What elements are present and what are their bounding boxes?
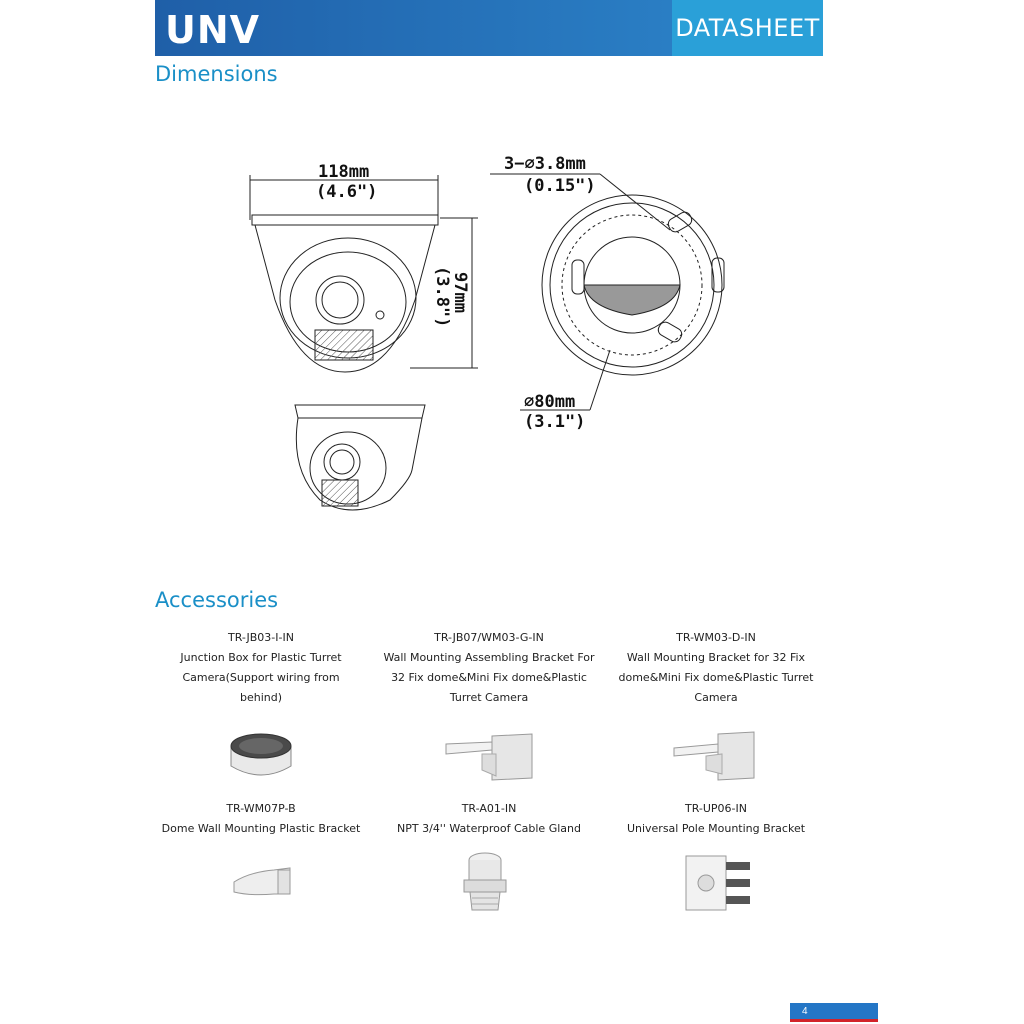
accessory-description: Junction Box for Plastic Turret Camera(Support wiring from behind) — [180, 651, 342, 704]
accessory-item — [146, 799, 376, 839]
width-mm-label: 118mm — [318, 162, 370, 182]
page-number: 4 — [790, 1003, 878, 1022]
datasheet-label: DATASHEET — [672, 0, 823, 56]
brand-bar — [155, 0, 672, 56]
accessory-description: Wall Mounting Bracket for 32 Fix dome&Mini Fix dome&Plastic Turret Camera — [618, 651, 814, 704]
height-in-label: (3.8") — [432, 266, 452, 328]
height-mm-label: 97mm — [450, 272, 470, 313]
accessory-item — [374, 799, 604, 839]
diameter-mm-label: ∅80mm — [524, 392, 576, 412]
accessory-item — [601, 628, 831, 708]
junction-box-icon — [226, 728, 296, 784]
plastic-bracket-icon — [230, 864, 296, 900]
accessory-code: TR-WM07P-B — [226, 802, 296, 815]
accessory-description: Universal Pole Mounting Bracket — [626, 822, 806, 835]
accessory-code: TR-JB07/WM03-G-IN — [434, 631, 544, 644]
accessory-code: TR-WM03-D-IN — [676, 631, 756, 644]
accessory-item — [601, 799, 831, 839]
accessory-description: Dome Wall Mounting Plastic Bracket — [161, 822, 361, 835]
wall-bracket-icon — [670, 730, 758, 782]
unv-logo: UNV — [165, 8, 261, 52]
holes-mm-label: 3−∅3.8mm — [504, 154, 586, 174]
holes-in-label: (0.15") — [524, 176, 596, 196]
diameter-in-label: (3.1") — [524, 412, 586, 432]
accessory-description: NPT 3/4'' Waterproof Cable Gland — [397, 822, 581, 835]
accessory-item — [374, 628, 604, 708]
dimensions-title: Dimensions — [155, 62, 278, 86]
width-in-label: (4.6") — [316, 182, 378, 202]
wall-bracket-icon — [442, 732, 536, 782]
pole-bracket-icon — [682, 852, 754, 914]
accessory-code: TR-JB03-I-IN — [228, 631, 294, 644]
accessory-code: TR-UP06-IN — [684, 802, 747, 815]
accessories-title: Accessories — [155, 588, 279, 612]
accessory-description: Wall Mounting Assembling Bracket For 32 Fix dome&Mini Fix dome&Plastic Turret Camera — [383, 651, 595, 704]
accessory-code: TR-A01-IN — [461, 802, 517, 815]
accessory-item — [146, 628, 376, 708]
cable-gland-icon — [458, 850, 512, 914]
page-header — [155, 0, 823, 56]
